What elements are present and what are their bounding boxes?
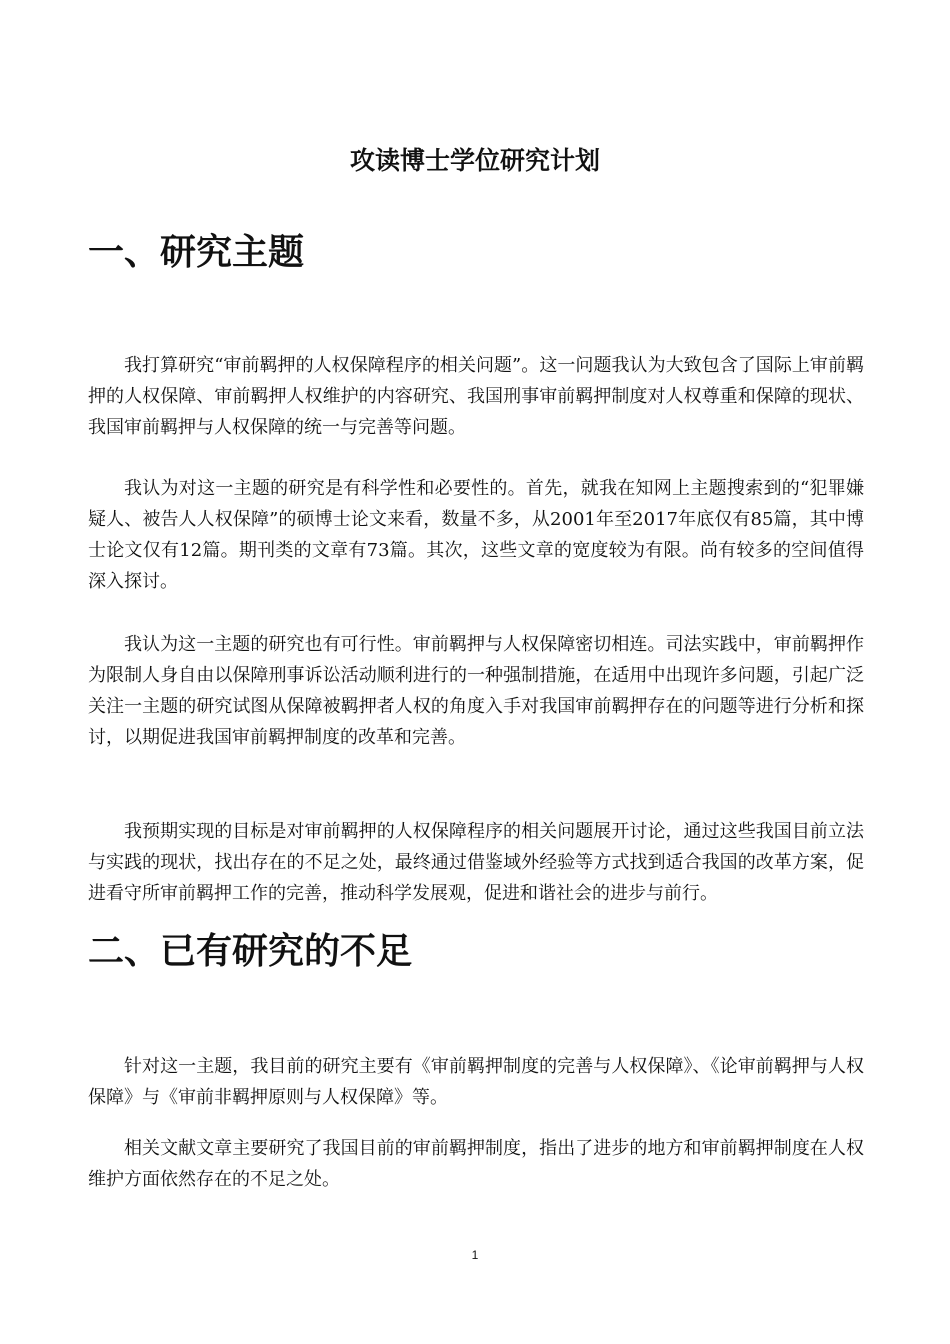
paragraph: 相关文献文章主要研究了我国目前的审前羁押制度，指出了进步的地方和审前羁押制度在人权维护方面依然存在的不足之处。	[88, 1138, 864, 1190]
section-heading-research-topic: 一、研究主题	[88, 231, 305, 273]
document-title: 攻读博士学位研究计划	[349, 146, 600, 175]
paragraph: 我认为对这一主题的研究是有科学性和必要性的。首先，就我在知网上主题搜索到的“犯罪嫌疑人、被告人人权保障”的硕博士论文来看，数量不多，从2001年至2017年底仅有85篇，其中博士论文仅有12篇。期刊类的文章有73篇。其次，这些文章的宽度较为有限。尚有较多的空间值得深入探讨。	[88, 478, 864, 592]
paragraph: 我预期实现的目标是对审前羁押的人权保障程序的相关问题展开讨论，通过这些我国目前立法与实践的现状，找出存在的不足之处，最终通过借鉴域外经验等方式找到适合我国的改革方案，促进看守所审前羁押工作的完善，推动科学发展观，促进和谐社会的进步与前行。	[88, 821, 864, 904]
paragraph: 我认为这一主题的研究也有可行性。审前羁押与人权保障密切相连。司法实践中，审前羁押作为限制人身自由以保障刑事诉讼活动顺利进行的一种强制措施，在适用中出现许多问题，引起广泛关注一主题的研究试图从保障被羁押者人权的角度入手对我国审前羁押存在的问题等进行分析和探讨，以期促进我国审前羁押制度的改革和完善。	[88, 634, 864, 748]
page-number: 1	[471, 1248, 479, 1262]
paragraph: 针对这一主题，我目前的研究主要有《审前羁押制度的完善与人权保障》、《论审前羁押与人权保障》与《审前非羁押原则与人权保障》等。	[88, 1056, 864, 1108]
paragraph: 我打算研究“审前羁押的人权保障程序的相关问题”。这一问题我认为大致包含了国际上审前羁押的人权保障、审前羁押人权维护的内容研究、我国刑事审前羁押制度对人权尊重和保障的现状、我国审前羁押与人权保障的统一与完善等问题。	[88, 355, 864, 438]
section-heading-research-gaps: 二、已有研究的不足	[88, 930, 413, 972]
